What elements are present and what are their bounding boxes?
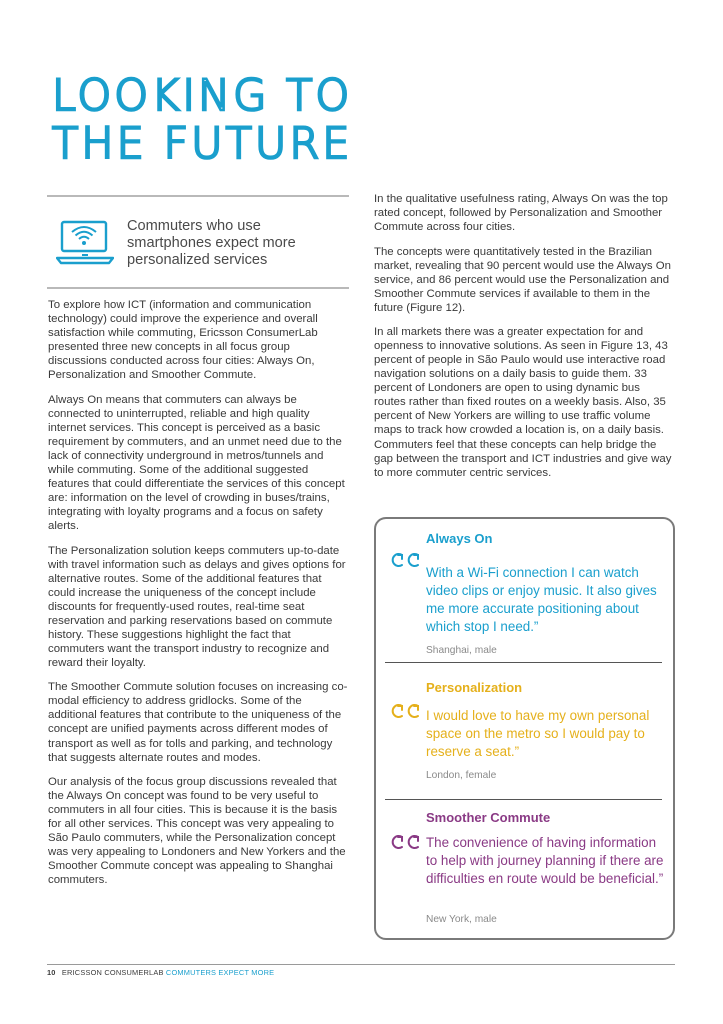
quote-mark-icon [389,834,421,850]
quote-source: London, female [426,770,497,781]
quote-label: Personalization [426,680,523,695]
quote-source: Shanghai, male [426,645,497,656]
quote-divider [385,662,662,663]
footer-section: COMMUTERS EXPECT MORE [165,968,275,977]
wifi-laptop-icon [56,219,114,267]
divider [47,287,349,289]
page-number: 10 [47,968,56,977]
body-paragraph: Our analysis of the focus group discussions revealed that the Always On concept was found to be very useful to commuters in all four cities. This is because it is the basis for all other services. This concept was very appealing to São Paulo commuters, while the Personalization concept was very appealing to Londoners and New Yorkers and the Smoother Commute concept was appealing to Shanghai commuters. [48,776,346,887]
quote-text: I would love to have my own personal space on the metro so I would pay to reserve a seat.” [426,708,650,759]
left-column [48,298,348,898]
body-paragraph: The Personalization solution keeps commuters up-to-date with travel information such as delays and gives options for alternative routes. Some of the additional features that could increase the uniqueness of the concept include discounts for frequently-used routes, real-time seat reservation and parking reservations based on commute history. These suggestions highlight the fact that commuters want the transport industry to recognize and reward their loyalty. [48,544,346,669]
quote-label: Always On [426,531,493,546]
body-paragraph: The concepts were quantitatively tested in the Brazilian market, revealing that 90 percent would use the Always On service, and 86 percent would use the Personalization and Smoother Commute services if available to them in the future (Figure 12). [374,245,671,314]
body-paragraph: In the qualitative usefulness rating, Always On was the top rated concept, followed by Personalization and Smoother Commute across four cities. [374,193,668,234]
right-column [374,192,674,490]
quote-mark-icon [389,703,421,719]
quote-divider [385,799,662,800]
body-paragraph: The Smoother Commute solution focuses on increasing co-modal efficiency to address gridlocks. Some of the additional features that contribute to the uniqueness of the concept are unified payments across different modes of transport as well as for tolls and parking, and technology that suggests alternate routes and modes. [48,681,348,764]
divider [47,195,349,197]
page-title: LOOKING TO THE FUTURE [52,71,353,169]
quote-label: Smoother Commute [426,810,551,825]
quote-text: With a Wi-Fi connection I can watch video clips or enjoy music. It also gives me more accurate positioning about which stop I need.” [426,565,657,634]
footer-rule [47,964,675,965]
quote-source: New York, male [426,914,497,925]
quote-mark-icon [389,552,421,568]
feature-callout-text: Commuters who use smartphones expect more personalized services [127,218,296,268]
body-paragraph: Always On means that commuters can always be connected to uninterrupted, reliable and high quality internet services. This concept is perceived as a basic requirement by commuters, and an unmet need due to the lack of connectivity underground in metros/tunnels and while commuting. Some of the additional suggested features that could differentiate the services of this concept are: information on the level of crowding in buses/trains, integrating with loyalty programs and a focus on safety alerts. [48,393,345,533]
quote-text: The convenience of having information to help with journey planning if there are difficulties en route would be beneficial.” [426,835,664,886]
body-paragraph: To explore how ICT (information and communication technology) could improve the experience and overall satisfaction while commuting, Ericsson ConsumerLab presented three new concepts in all focus group discussions conducted across four cities: Always On, Personalization and Smoother Commute. [48,299,318,382]
footer-brand: ERICSSON CONSUMERLAB [61,968,164,977]
body-paragraph: In all markets there was a greater expectation for and openness to innovative solutions. As seen in Figure 13, 43 percent of people in São Paulo would use interactive road navigation solutions on a daily basis to guide them. 33 percent of Londoners are open to using dynamic bus routes rather than fixed routes on a weekly basis. Also, 35 percent of New Yorkers are willing to use traffic volume maps to track how crowded a location is, on a daily basis. Commuters feel that these concepts can help bridge the gap between the transport and ICT industries and give way to more commuter centric services. [374,326,672,479]
page-footer [47,968,274,977]
